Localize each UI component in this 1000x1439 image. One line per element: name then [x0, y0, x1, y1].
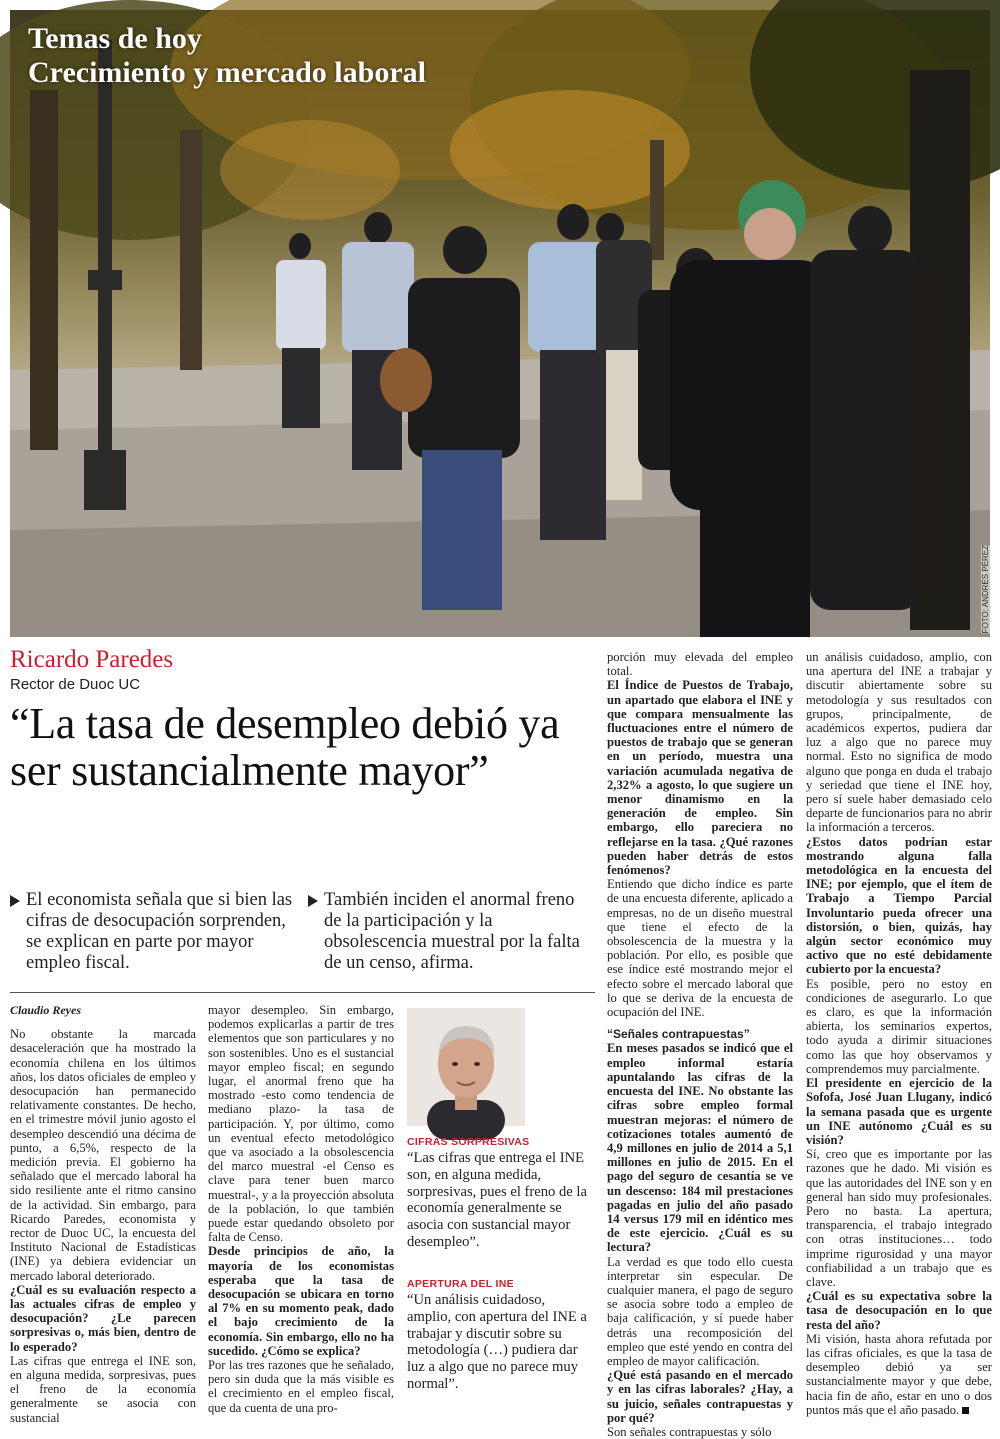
photo-credit: FOTO: ANDRÉS PÉREZ	[981, 544, 990, 633]
paragraph: Sí, creo que es importante por las razones que he dado. Mi visión es que las autoridades del INE son y en general han sido muy profesionales. Pero no basta. La apertura, transparencia, el trabajo integrado con otras instituciones… todo imprime rigurosidad y una mayor confiabilidad a un trabajo que es clave.	[806, 1147, 992, 1289]
paragraph: Son señales contrapuestas y sólo	[607, 1424, 772, 1439]
deck-right-text: También inciden el anormal freno de la participación y la obsolescencia muestral por la falta de un censo, afirma.	[324, 890, 580, 973]
hero-photo	[10, 10, 990, 637]
end-mark-icon	[962, 1407, 969, 1414]
article-column-2	[208, 1003, 394, 1423]
question: ¿Cuál es su expectativa sobre la tasa de desocupación en lo que resta del año?	[806, 1289, 992, 1332]
question: ¿Estos datos podrían estar mostrando alguna falla metodológica en la encuesta del INE; por ejemplo, que el ítem de Trabajo a Tiempo Parcial Involuntario pueda ofrecer una distorsión, o bien, quizás, hay algún sector económico muy activo que no esté debidamente cubierto por la encuesta?	[806, 834, 992, 977]
section-title	[28, 22, 426, 90]
question: ¿Qué está pasando en el mercado y en las cifras laborales? ¿Hay, a su juicio, señales contrapuestas y por qué?	[607, 1368, 793, 1425]
paragraph: Es posible, pero no estoy en condiciones de asegurarlo. Lo que es claro, es que la información abierta, los seminarios expertos, todo ayuda a dirimir situaciones como las que hoy observamos y comprendemos muy parcialmente.	[806, 976, 992, 1076]
paragraph: Las cifras que entrega el INE son, en alguna medida, sorpresivas, pues el freno de la economía generalmente se asocia con sustancial	[10, 1353, 196, 1425]
question: ¿Cuál es su evaluación respecto a las actuales cifras de empleo y desocupación? ¿Le parecen sorpresivas o, más bien, dentro de lo esperado?	[10, 1282, 196, 1354]
author-portrait	[407, 1008, 525, 1126]
question: El presidente en ejercicio de la Sofofa, José Juan Llugany, indicó la semana pasada que es urgente un INE autónomo ¿Cuál es su visión?	[806, 1076, 992, 1147]
author-role: Rector de Duoc UC	[10, 676, 141, 693]
deck-right	[308, 890, 593, 974]
deck-left-text: El economista señala que si bien las cifras de desocupación sorprenden, se explican en parte por mayor empleo fiscal.	[26, 890, 293, 973]
triangle-bullet-icon	[10, 895, 20, 907]
section-topic: Crecimiento y mercado laboral	[28, 56, 426, 89]
deck-left	[10, 890, 295, 974]
portrait-illustration	[407, 1008, 525, 1126]
paragraph: Por las tres razones que he señalado, pero sin duda que la más visible es el crecimiento en el empleo fiscal, que da cuenta de una pro-	[208, 1358, 394, 1415]
section-label: Temas de hoy	[28, 22, 202, 55]
author-name: Ricardo Paredes	[10, 646, 174, 673]
paragraph: La verdad es que todo ello cuesta interpretar sin especular. De cualquier manera, el pago de seguro se asocia sobre todo a empleo de baja calificación, y sí puede haber detrás una recomposición del empleo que esté yendo en contra del empleo de mayor calificación.	[607, 1254, 793, 1368]
paragraph: Entiendo que dicho índice es parte de una encuesta diferente, aplicado a empresas, no de un diseño muestral que tiene el efecto de la obsolescencia de la muestra y la población. Por ello, es posible que ese índice esté mostrando mejor el efecto sobre el mercado laboral que lo que se deriva de la encuesta de ocupación del INE.	[607, 877, 793, 1020]
triangle-bullet-icon	[308, 895, 318, 907]
pull-quote-label: APERTURA DEL INE	[407, 1278, 514, 1290]
byline: Claudio Reyes	[10, 1003, 81, 1017]
paragraph: un análisis cuidadoso, amplio, con una apertura del INE a trabajar y discutir abiertamente sobre su metodología y sus resultados con grupos, principalmente, de académicos expertos, pudiera dar luz a algo que no parece muy normal. Esto no significa de modo alguno que ponga en duda el trabajo y seriedad que tiene el INE hoy, pero sí suele haber demasiado celo departe de funcionarios para no abrir la información a terceros.	[806, 650, 992, 835]
question: Desde principios de año, la mayoría de los economistas esperaba que la tasa de desocupación se ubicara en torno al 7% en su momento peak, dado el bajo crecimiento de la economía. Sin embargo, ello no ha sucedido. ¿Cómo se explica?	[208, 1244, 394, 1358]
paragraph-final	[806, 1332, 992, 1417]
pull-quote-label: CIFRAS SORPRESIVAS	[407, 1136, 530, 1148]
paragraph: mayor desempleo. Sin embargo, podemos explicarlas a partir de tres elementos que son particulares y no son sostenibles. Uno es el sustancial mayor empleo fiscal; en segundo lugar, el anormal freno que ha mostrado -esto como tendencia de mediano plazo- la tasa de participación. Y, por último, como un eventual efecto metodológico que va asociado a la obsolescencia del marco muestral -el Censo es clave para tener buen marco muestral-, y a la proyección absoluta de la población, lo que también puede estar quedando obsoleto por falta de Censo.	[208, 1003, 394, 1245]
article-column-4	[806, 650, 992, 1423]
pull-quote: “Las cifras que entrega el INE son, en alguna medida, sorpresivas, pues el freno de la economía generalmente se asocia con sustancial mayor desempleo”.	[407, 1150, 587, 1250]
street-scene-illustration	[10, 10, 990, 637]
article-column-1	[10, 1003, 196, 1423]
headline: “La tasa de desempleo debió ya ser sustancialmente mayor”	[10, 699, 560, 795]
pull-quote: “Un análisis cuidadoso, amplio, con apertura del INE a trabajar y discutir sobre su metodología (…) pudiera dar luz a algo que no parece muy normal”.	[407, 1292, 587, 1392]
article-column-3	[607, 650, 793, 1439]
final-paragraph-text: Mi visión, hasta ahora refutada por las cifras oficiales, es que la tasa de desempleo debió ya ser sustancialmente mayor y que debe, hacia fin de año, estar en uno o dos puntos más que el año pasado.	[806, 1331, 992, 1417]
paragraph: No obstante la marcada desaceleración que ha mostrado la economía chilena en los últimos años, los datos oficiales de empleo y desocupación han permanecido relativamente constantes. De hecho, en el trimestre móvil junio agosto el desempleo descendió una décima de punto, a 6,5%, respecto de la medición previa. El gobierno ha señalado que el mercado laboral ha sido resiliente ante el ritmo cansino de la actividad. Sin embargo, para Ricardo Paredes, economista y rector de Duoc UC, la encuesta del Instituto Nacional de Estadísticas (INE) ya debiera evidenciar un mercado laboral deteriorado.	[10, 1027, 196, 1283]
question: El Índice de Puestos de Trabajo, un apartado que elabora el INE y que compara mensualmente las fluctuaciones entre el número de puestos de trabajo que se generan en un período, muestra una variación acumulada negativa de 2,32% a agosto, lo que sugiere un menor dinamismo en la generación de empleo. Sin embargo, ello pareciera no reflejarse en la tasa. ¿Qué razones pueden haber detrás de estos fenómenos?	[607, 678, 793, 878]
header-divider	[10, 992, 595, 993]
question: En meses pasados se indicó que el empleo informal estaría apuntalando las cifras de la encuesta del INE. No obstante las cifras sobre empleo formal muestran mejoras: el número de cotizaciones totales aumentó de 4,9 millones en julio de 2014 a 5,1 millones en julio de 2015. En el pago del seguro de cesantía se ve un descenso: 184 mil prestaciones pagadas en julio del año pasado 14 versus 179 mil en idéntico mes de este ejercicio. ¿Cuál es su lectura?	[607, 1041, 793, 1255]
subheading: “Señales contrapuestas”	[607, 1027, 750, 1042]
paragraph: porción muy elevada del empleo total.	[607, 650, 793, 679]
